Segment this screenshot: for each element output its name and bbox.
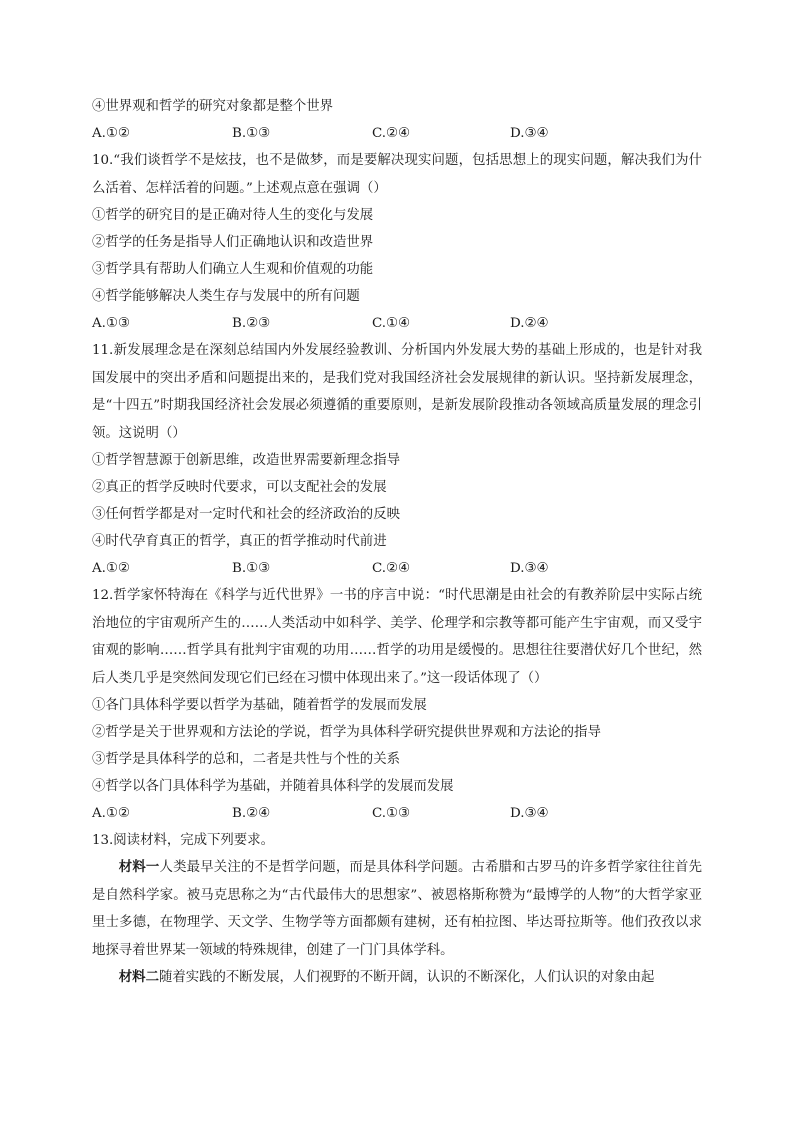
- q9-item-4: ④世界观和哲学的研究对象都是整个世界: [92, 99, 334, 114]
- q11-option-b[interactable]: B.①③: [232, 561, 271, 576]
- q11-option-c[interactable]: C.②④: [372, 561, 411, 576]
- q11-item-2: ②真正的哲学反映时代要求，可以支配社会的发展: [92, 480, 387, 495]
- q9-option-d[interactable]: D.③④: [510, 126, 549, 141]
- q9-option-c[interactable]: C.②④: [372, 126, 411, 141]
- q11-option-a[interactable]: A.①②: [92, 561, 130, 576]
- material-1-text: 人类最早关注的不是哲学问题，而是具体科学问题。古希腊和古罗马的许多哲学家往往首先是自然科学家。被马克思称之为“古代最伟大的思想家”、被恩格斯称赞为“最博学的人物”的大哲学家亚里士多德，在物理学、天文学、生物学等方面都颇有建树，还有柏拉图、毕达哥拉斯等。他们孜孜以求地探寻着世界某一领域的特殊规律，创建了一门门具体学科。: [92, 860, 702, 958]
- q12-item-4: ④哲学以各门具体科学为基础，并随着具体科学的发展而发展: [92, 779, 454, 794]
- q10-item-1: ①哲学的研究目的是正确对待人生的变化与发展: [92, 208, 374, 223]
- q11-stem: 11.新发展理念是在深刻总结国内外发展经验教训、分析国内外发展大势的基础上形成的，也是针对我国发展中的突出矛盾和问题提出来的，是我们党对我国经济社会发展规律的新认识。坚持新发展理念，是“十四五”时期我国经济社会发展必须遵循的重要原则，是新发展阶段推动各领域高质量发展的理念引领。这说明（）: [92, 343, 702, 441]
- q11-item-3: ③任何哲学都是对一定时代和社会的经济政治的反映: [92, 507, 400, 522]
- q9-options: [92, 120, 702, 147]
- q12-option-b[interactable]: B.②④: [232, 806, 271, 821]
- q11-item-4: ④时代孕育真正的哲学，真正的哲学推动时代前进: [92, 534, 387, 549]
- q13-material-2: [92, 964, 702, 992]
- q12-item-3: ③哲学是具体科学的总和，二者是共性与个性的关系: [92, 752, 400, 767]
- q9-option-a[interactable]: A.①②: [92, 126, 130, 141]
- q10-option-a[interactable]: A.①③: [92, 316, 130, 331]
- q10-option-c[interactable]: C.①④: [372, 316, 411, 331]
- q10-item-3: ③哲学具有帮助人们确立人生观和价值观的功能: [92, 262, 374, 277]
- page-content: [92, 93, 702, 992]
- q12-options: [92, 800, 702, 827]
- q12-stem: 12.哲学家怀特海在《科学与近代世界》一书的序言中说：“时代思潮是由社会的有教养阶层中实际占统治地位的宇宙观所产生的……人类活动中如科学、美学、伦理学和宗教等都可能产生宇宙观，而又受宇宙观的影响……哲学具有批判宇宙观的功用……哲学的功用是缓慢的。思想往往要潜伏好几个世纪，然后人类几乎是突然间发现它们已经在习惯中体现出来了。”这一段话体现了（）: [92, 588, 702, 686]
- q10-option-d[interactable]: D.②④: [510, 316, 549, 331]
- q11-option-d[interactable]: D.③④: [510, 561, 549, 576]
- q9-option-b[interactable]: B.①③: [232, 126, 271, 141]
- q10-item-4: ④哲学能够解决人类生存与发展中的所有问题: [92, 289, 360, 304]
- q10-option-b[interactable]: B.②③: [232, 316, 271, 331]
- q10-stem: 10.“我们谈哲学不是炫技，也不是做梦，而是要解决现实问题，包括思想上的现实问题，解决我们为什么活着、怎样活着的问题。”上述观点意在强调（）: [92, 153, 702, 196]
- q11-item-1: ①哲学智慧源于创新思维，改造世界需要新理念指导: [92, 453, 400, 468]
- q12-option-a[interactable]: A.①②: [92, 806, 130, 821]
- q13-stem: 13.阅读材料，完成下列要求。: [92, 833, 274, 848]
- q12-item-2: ②哲学是关于世界观和方法论的学说，哲学为具体科学研究提供世界观和方法论的指导: [92, 725, 601, 740]
- q10-item-2: ②哲学的任务是指导人们正确地认识和改造世界: [92, 235, 374, 250]
- q11-options: [92, 555, 702, 582]
- material-1-label: 材料一: [118, 859, 160, 875]
- material-2-label: 材料二: [118, 969, 159, 985]
- q12-option-c[interactable]: C.①③: [372, 806, 411, 821]
- q12-item-1: ①各门具体科学要以哲学为基础，随着哲学的发展而发展: [92, 698, 427, 713]
- q12-option-d[interactable]: D.③④: [510, 806, 549, 821]
- q13-material-1: [92, 854, 702, 964]
- material-2-text: 随着实践的不断发展，人们视野的不断开阔，认识的不断深化，人们认识的对象由起: [158, 970, 655, 985]
- q10-options: [92, 310, 702, 337]
